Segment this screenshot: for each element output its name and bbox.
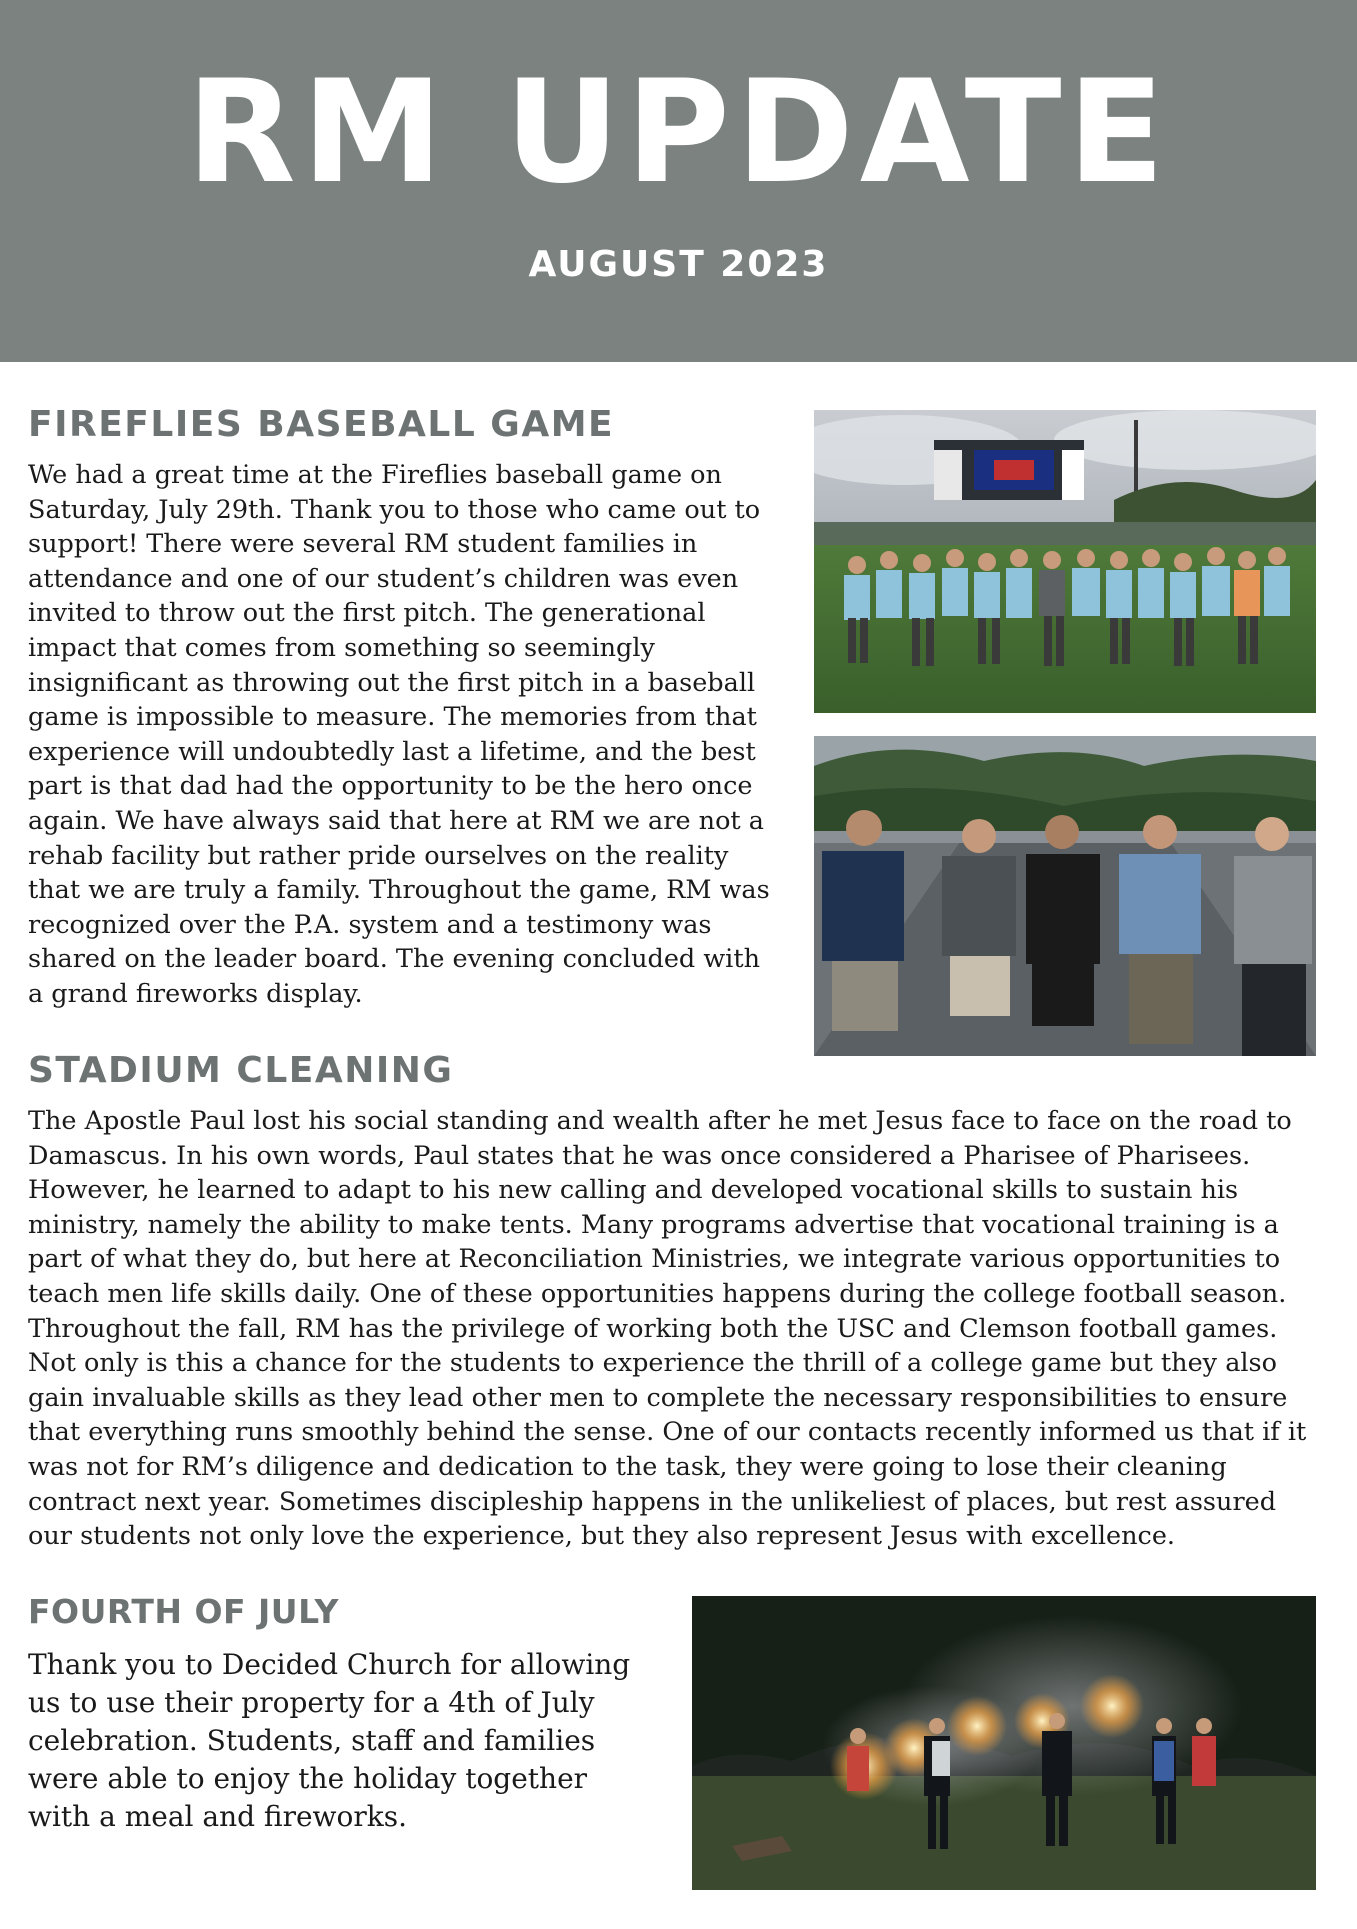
fourth-of-july-body: Thank you to Decided Church for allowing us to use their property for a 4th of July celebration. Students, staff and families were able to enjoy the holiday together with a meal and fireworks. [28,1648,631,1833]
dragstrip-men-photo-graphic [814,736,1316,1056]
stadium-group-photo [814,410,1316,713]
fireflies-body: We had a great time at the Fireflies baseball game on Saturday, July 29th. Thank you to those who came out to support! There were several RM student families in attendance and one of our student’s children was even invited to throw out the first pitch. The generational impact that comes from something so seemingly insignificant as throwing out the first pitch in a baseball game is impossible to measure. The memories from that experience will undoubtedly last a lifetime, and the best part is that dad had the opportunity to be the hero once again. We have always said that here at RM we are not a rehab facility but rather pride ourselves on the reality that we are truly a family. Throughout the game, RM was recognized over the P.A. system and a testimony was shared on the leader board. The evening concluded with a grand fireworks display. [28,460,770,1009]
fireworks-photo-graphic [692,1596,1316,1890]
dragstrip-men-photo [814,736,1316,1056]
stadium-group-photo-graphic [814,410,1316,713]
fireworks-photo [692,1596,1316,1890]
newsletter-header [0,0,1357,362]
stadium-cleaning-body: The Apostle Paul lost his social standing and wealth after he met Jesus face to face on the road to Damascus. In his own words, Paul states that he was once considered a Pharisee of Pharisees. However, he learned to adapt to his new calling and developed vocational skills to sustain his ministry, namely the ability to make tents. Many programs advertise that vocational training is a part of what they do, but here at Reconciliation Ministries, we integrate various opportunities to teach men life skills daily. One of these opportunities happens during the college football season. Throughout the fall, RM has the privilege of working both the USC and Clemson football games. Not only is this a chance for the students to experience the thrill of a college game but they also gain invaluable skills as they lead other men to complete the necessary responsibilities to ensure that everything runs smoothly behind the sense. One of our contacts recently informed us that if it was not for RM’s diligence and dedication to the task, they were going to lose their cleaning contract next year. Sometimes discipleship happens in the unlikeliest of places, but rest assured our students not only love the experience, but they also represent Jesus with excellence. [28,1106,1307,1552]
newsletter-date: AUGUST 2023 [528,244,829,285]
fourth-of-july-heading: FOURTH OF JULY [28,1592,339,1631]
stadium-cleaning-heading: STADIUM CLEANING [28,1050,454,1091]
fireflies-heading: FIREFLIES BASEBALL GAME [28,404,615,445]
newsletter-title: RM UPDATE [186,50,1171,215]
